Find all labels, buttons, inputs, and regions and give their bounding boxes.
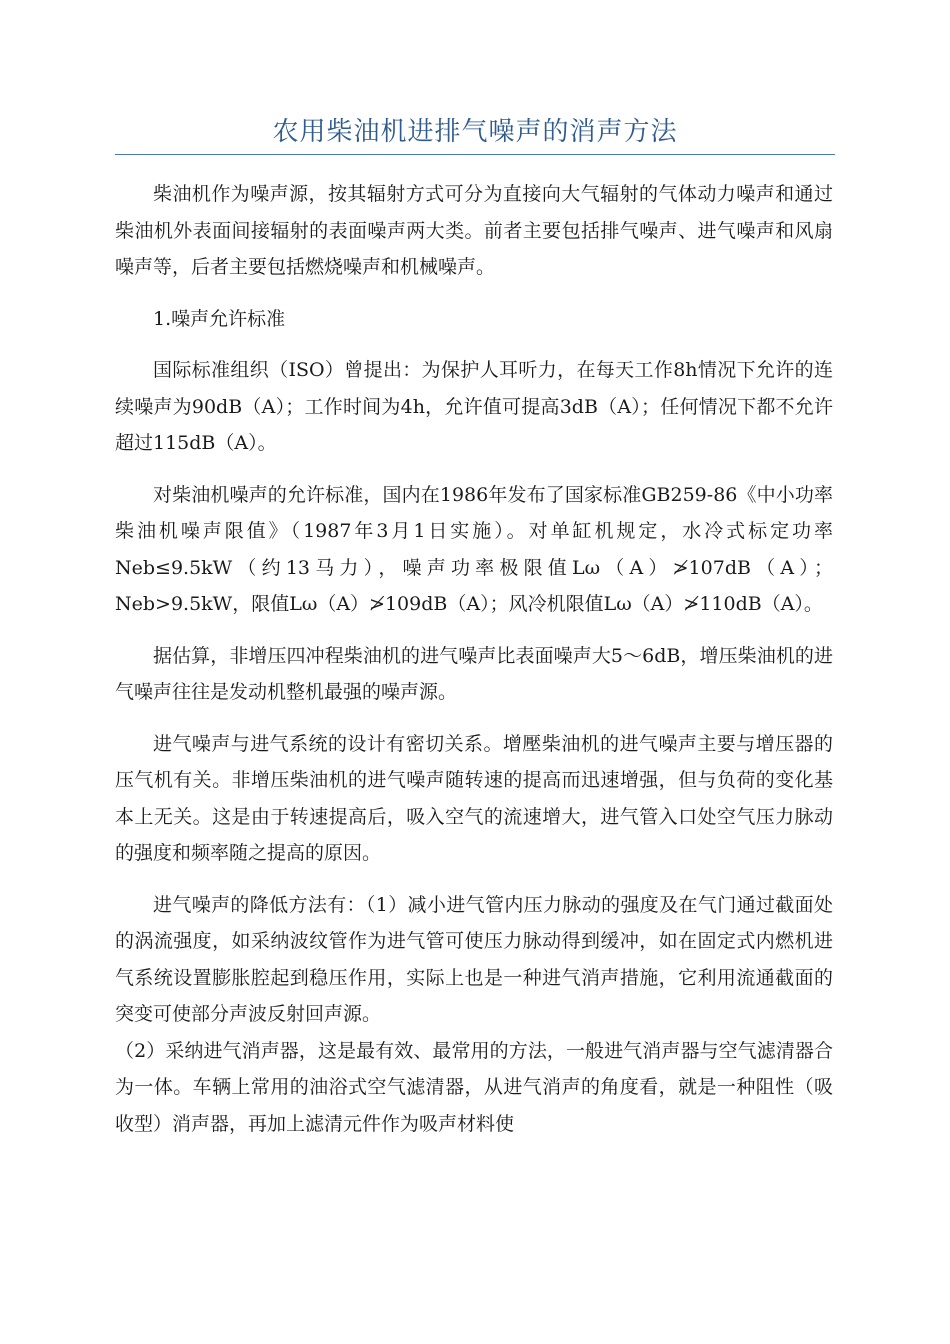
document-title: 农用柴油机进排气噪声的消声方法 bbox=[272, 117, 678, 147]
title-underline bbox=[115, 154, 835, 155]
paragraph-intro: 柴油机作为噪声源，按其辐射方式可分为直接向大气辐射的气体动力噪声和通过柴油机外表面间接辐射的表面噪声两大类。前者主要包括排气噪声、进气噪声和风扇噪声等，后者主要包括燃烧噪声和机械噪声。 bbox=[115, 183, 833, 278]
paragraph-national-standard: 对柴油机噪声的允许标准，国内在1986年发布了国家标准GB259-86《中小功率柴油机噪声限值》（1987年3月1日实施）。对单缸机规定，水冷式标定功率Neb≤9.5kW（约13马力），噪声功率极限值Lω（A）≯107dB（A）；Neb>9.5kW，限值Lω（A）≯109dB（A）；风冷机限值Lω（A）≯110dB（A）。 bbox=[115, 483, 833, 615]
paragraph-intake-noise: 进气噪声与进气系统的设计有密切关系。增壓柴油机的进气噪声主要与增压器的压气机有关。非增压柴油机的进气噪声随转速的提高而迅速增强，但与负荷的变化基本上无关。这是由于转速提高后，吸入空气的流速增大，进气管入口处空气压力脉动的强度和频率随之提高的原因。 bbox=[115, 732, 833, 864]
paragraph-iso-standard: 国际标准组织（ISO）曾提出：为保护人耳听力，在每天工作8h情况下允许的连续噪声为90dB（A）；工作时间为4h，允许值可提高3dB（A）；任何情况下都不允许超过115dB（A）。 bbox=[115, 359, 833, 454]
paragraph-reduction-methods: 进气噪声的降低方法有：（1）减小进气管内压力脉动的强度及在气门通过截面处的涡流强度，如采纳波纹管作为进气管可使压力脉动得到缓冲，如在固定式内燃机进气系统设置膨胀腔起到稳压作用，实际上也是一种进气消声措施，它利用流通截面的突变可使部分声波反射回声源。 bbox=[115, 893, 833, 1025]
document-body bbox=[115, 176, 833, 1157]
paragraph-estimate: 据估算，非增压四冲程柴油机的进气噪声比表面噪声大5～6dB，增压柴油机的进气噪声往往是发动机整机最强的噪声源。 bbox=[115, 644, 833, 703]
section-heading-noise-standard: 1.噪声允许标准 bbox=[153, 307, 286, 330]
paragraph-intake-muffler: （2）采纳进气消声器，这是最有效、最常用的方法，一般进气消声器与空气滤清器合为一体。车辆上常用的油浴式空气滤清器，从进气消声的角度看，就是一种阻性（吸收型）消声器，再加上滤清元件作为吸声材料使 bbox=[115, 1039, 833, 1135]
